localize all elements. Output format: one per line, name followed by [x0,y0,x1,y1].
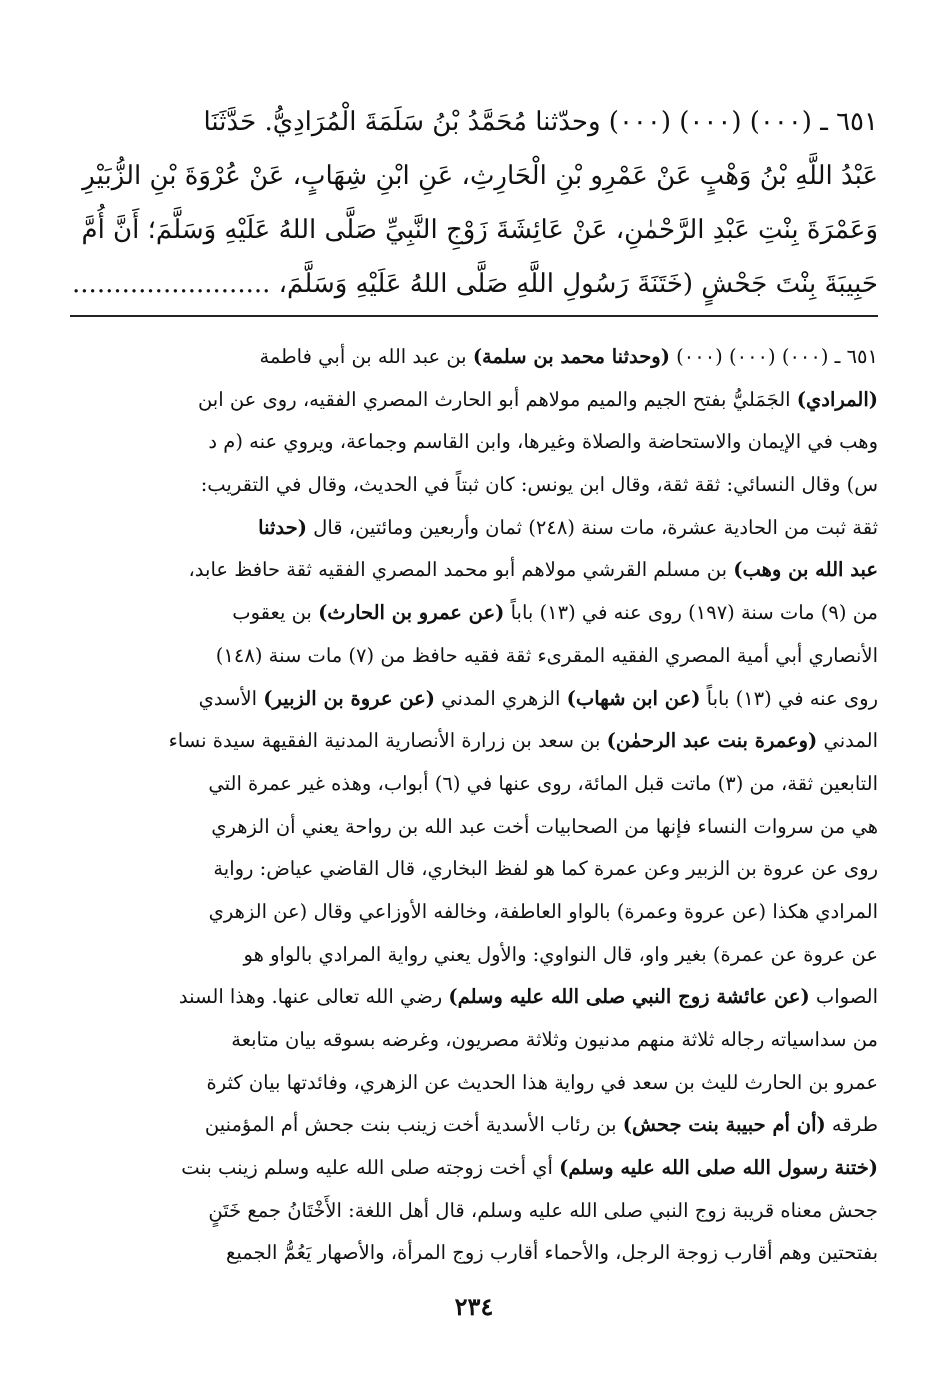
commentary-bold-segment: (عن عائشة زوج النبي صلى الله عليه وسلم) [448,985,810,1009]
commentary-bold-segment: (وعمرة بنت عبد الرحمٰن) [606,729,818,753]
commentary-text [70,336,878,1275]
commentary-segment: س) وقال النسائي: ثقة ثقة، وقال ابن يونس: كان ثبتاً في الحديث، وقال في التقريب: [200,473,878,497]
commentary-segment: الجَمَليُّ بفتح الجيم والميم مولاهم أبو الحارث المصري الفقيه، روى عن ابن [197,387,797,411]
commentary-segment: بفتحتين وهم أقارب زوجة الرجل، والأحماء أقارب زوج المرأة، والأصهار يَعُمُّ الجميع [225,1241,878,1265]
commentary-segment: بن سعد بن زرارة الأنصارية المدنية الفقيهة سيدة نساء [168,729,607,753]
commentary-line [70,336,878,379]
commentary-segment: عمرو بن الحارث لليث بن سعد في رواية هذا الحديث عن الزهري، وفائدتها بيان كثرة [206,1070,878,1094]
commentary-segment: الأسدي [198,686,264,710]
commentary-segment: روى عن عروة بن الزبير وعن عمرة كما هو لفظ البخاري، قال القاضي عياض: رواية [213,857,878,881]
commentary-bold-segment: (المرادي) [796,387,878,411]
commentary-segment: وهب في الإيمان والاستحاضة والصلاة وغيرها، وابن القاسم وجماعة، ويروي عنه (م د [208,430,878,454]
commentary-line [70,934,878,977]
commentary-line [70,806,878,849]
commentary-segment: هي من سروات النساء فإنها من الصحابيات أخت عبد الله بن رواحة يعني أن الزهري [211,814,878,838]
commentary-line [70,1147,878,1190]
commentary-line [70,891,878,934]
hadith-line: عَبْدُ اللَّهِ بْنُ وَهْبٍ عَنْ عَمْرِو بْنِ الْحَارِثِ، عَنِ ابْنِ شِهَابٍ، عَنْ عُرْوَةَ بْنِ الزُّبَيْرِ [82,161,878,191]
commentary-segment: بن عبد الله بن أبي فاطمة [259,345,473,368]
hadith-line: وَعَمْرَةَ بِنْتِ عَبْدِ الرَّحْمٰنِ، عَنْ عَائِشَةَ زَوْجِ النَّبِيِّ صَلَّى اللهُ عَلَيْهِ وَسَلَّمَ؛ أَنَّ أُمَّ [81,215,878,245]
commentary-line [70,848,878,891]
commentary-segment: الأنصاري أبي أمية المصري الفقيه المقرىء ثقة فقيه حافظ من (٧) مات سنة (١٤٨) [215,643,878,667]
commentary-line [70,421,878,464]
commentary-segment: المدني [817,729,878,753]
commentary-line [70,379,878,422]
commentary-line [70,976,878,1019]
commentary-bold-segment: (عن ابن شهاب) [566,686,701,710]
commentary-segment: الصواب [809,985,878,1009]
commentary-line [70,549,878,592]
commentary-bold-segment: (أن أم حبيبة بنت جحش) [622,1113,826,1137]
commentary-segment: بن رئاب الأسدية أخت زينب بنت جحش أم المؤمنين [204,1113,623,1137]
commentary-line [70,1104,878,1147]
commentary-segment: روى عنه في (١٣) باباً [700,686,878,710]
commentary-segment: عن عروة عن عمرة) بغير واو، قال النواوي: والأول يعني رواية المرادي بالواو هو [243,942,878,966]
commentary-line [70,1232,878,1275]
commentary-segment: من سداسياته رجاله ثلاثة منهم مدنيون وثلاثة مصريون، وغرضه بسوقه بيان متابعة [231,1028,878,1051]
commentary-segment: ثقة ثبت من الحادية عشرة، مات سنة (٢٤٨) ثمان وأربعين ومائتين، قال [306,515,878,539]
commentary-segment: طرقه [825,1113,878,1137]
commentary-bold-segment: (حدثنا [258,515,307,539]
commentary-line [70,1019,878,1062]
commentary-bold-segment: عبد الله بن وهب) [733,558,878,582]
commentary-segment: من (٩) مات سنة (١٩٧) روى عنه في (١٣) باباً [504,601,878,625]
commentary-line [70,1190,878,1233]
commentary-segment: رضي الله تعالى عنها. وهذا السند [178,985,449,1009]
commentary-segment: جحش معناه قريبة زوج النبي صلى الله عليه وسلم، قال أهل اللغة: الأَخْتَانُ جمع خَتَنٍ [208,1198,878,1222]
commentary-line [70,464,878,507]
commentary-segment: المرادي هكذا (عن عروة وعمرة) بالواو العاطفة، وخالفه الأوزاعي وقال (عن الزهري [208,899,878,923]
commentary-line [70,720,878,763]
section-divider [70,315,878,317]
commentary-bold-segment: (عن عروة بن الزبير) [263,686,436,710]
commentary-line [70,592,878,635]
hadith-line: ٦٥١ ـ (٠٠٠) (٠٠٠) (٠٠٠) وحدّثنا مُحَمَّدُ بْنُ سَلَمَةَ الْمُرَادِيُّ. حَدَّثَنَا [203,107,878,137]
commentary-bold-segment: (وحدثنا محمد بن سلمة) [472,345,670,368]
commentary-line [70,678,878,721]
hadith-line: حَبِيبَةَ بِنْتَ جَحْشٍ (خَتَنَةَ رَسُولِ اللَّهِ صَلَّى اللهُ عَلَيْهِ وَسَلَّمَ، ........................ [72,269,878,299]
commentary-bold-segment: (ختنة رسول الله صلى الله عليه وسلم) [559,1156,878,1180]
commentary-segment: ٦٥١ ـ (٠٠٠) (٠٠٠) (٠٠٠) [669,345,878,368]
hadith-text [70,95,878,311]
commentary-segment: بن مسلم القرشي مولاهم أبو محمد المصري الفقيه ثقة حافظ عابد، [188,558,734,582]
commentary-segment: الزهري المدني [435,686,567,710]
commentary-segment: بن يعقوب [232,601,319,625]
commentary-line [70,1062,878,1105]
commentary-segment: أي أخت زوجته صلى الله عليه وسلم زينب بنت [181,1156,560,1180]
page-number: ٢٣٤ [454,1292,494,1321]
commentary-segment: التابعين ثقة، من (٣) ماتت قبل المائة، روى عنها في (٦) أبواب، وهذه غير عمرة التي [208,771,878,795]
commentary-line [70,507,878,550]
commentary-line [70,635,878,678]
commentary-bold-segment: (عن عمرو بن الحارث) [318,601,505,625]
commentary-line [70,763,878,806]
